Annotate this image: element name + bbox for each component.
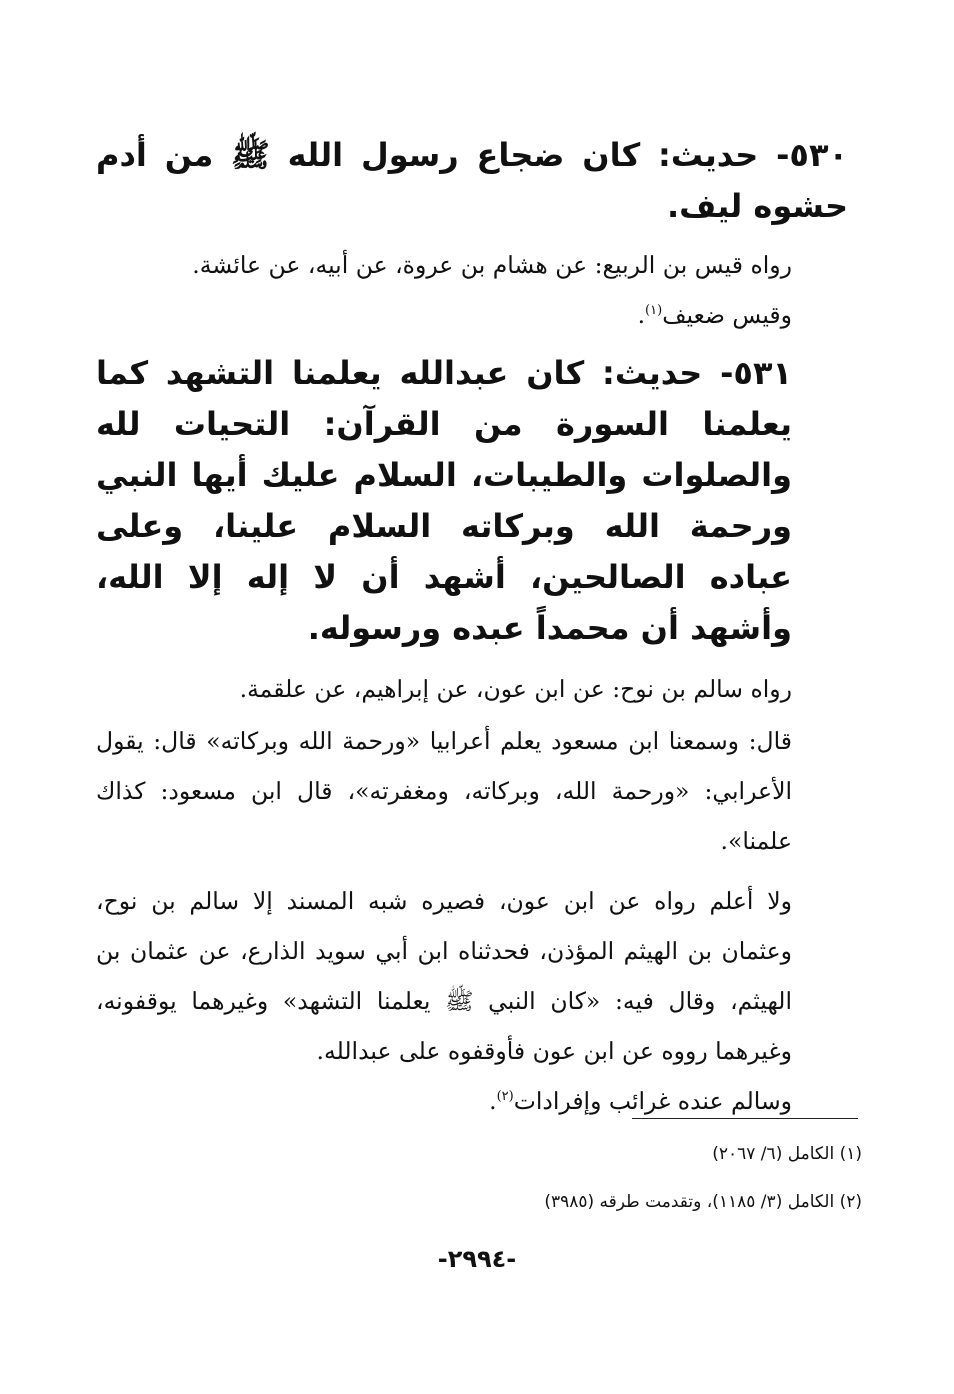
hadith-530-grading-text: وقيس ضعيف xyxy=(662,301,792,329)
page-number: -٢٩٩٤- xyxy=(437,1245,517,1273)
footnote-ref-2: (٢) xyxy=(496,1089,514,1105)
hadith-531-note-end: . xyxy=(489,1087,497,1115)
footnote-divider xyxy=(632,1118,858,1119)
hadith-530-chain-text: رواه قيس بن الربيع: عن هشام بن عروة، عن أبيه، عن عائشة. xyxy=(192,251,792,279)
footnote-2: (٢) الكامل (٣/ ١١٨٥)، وتقدمت طرقه (٣٩٨٥) xyxy=(544,1192,862,1212)
hadith-531-note-text: وسالم عنده غرائب وإفرادات xyxy=(513,1087,792,1115)
hadith-531-heading: ٥٣١- حديث: كان عبدالله يعلمنا التشهد كما يعلمنا السورة من القرآن: التحيات لله والصلوات والطيبات، السلام عليك أيها النبي ورحمة الله وبركاته السلام علينا، وعلى عباده الصالحين، أشهد أن لا إله إلا الله، وأشهد أن محمداً عبده ورسوله. xyxy=(96,354,792,647)
footnotes xyxy=(96,1130,862,1226)
hadith-530-grading-end: . xyxy=(637,301,646,329)
hadith-531-commentary: ولا أعلم رواه عن ابن عون، فصيره شبه المسند إلا سالم بن نوح، وعثمان بن الهيثم المؤذن، فحدثناه ابن أبي سويد الذارع، عن عثمان بن الهيثم، وقال فيه: «كان النبي ﷺ يعلمنا التشهد» وغيرهما يوقفونه، وغيرهما رووه عن ابن عون فأوقفوه على عبدالله. xyxy=(96,887,792,1065)
page-body xyxy=(96,130,848,1126)
hadith-530-heading: ٥٣٠- حديث: كان ضجاع رسول الله ﷺ من أدم حشوه ليف. xyxy=(96,136,848,225)
hadith-531-chain: رواه سالم بن نوح: عن ابن عون، عن إبراهيم، عن علقمة. xyxy=(239,675,792,703)
hadith-531-report: قال: وسمعنا ابن مسعود يعلم أعرابيا «ورحمة الله وبركاته» قال: يقول الأعرابي: «ورحمة الله، وبركاته، ومغفرته»، قال ابن مسعود: كذاك علمنا». xyxy=(96,727,792,855)
footnote-ref-1: (١) xyxy=(645,303,663,319)
footnote-1: (١) الكامل (٦/ ٢٠٦٧) xyxy=(712,1144,862,1164)
hadith-530-chain xyxy=(96,240,848,340)
